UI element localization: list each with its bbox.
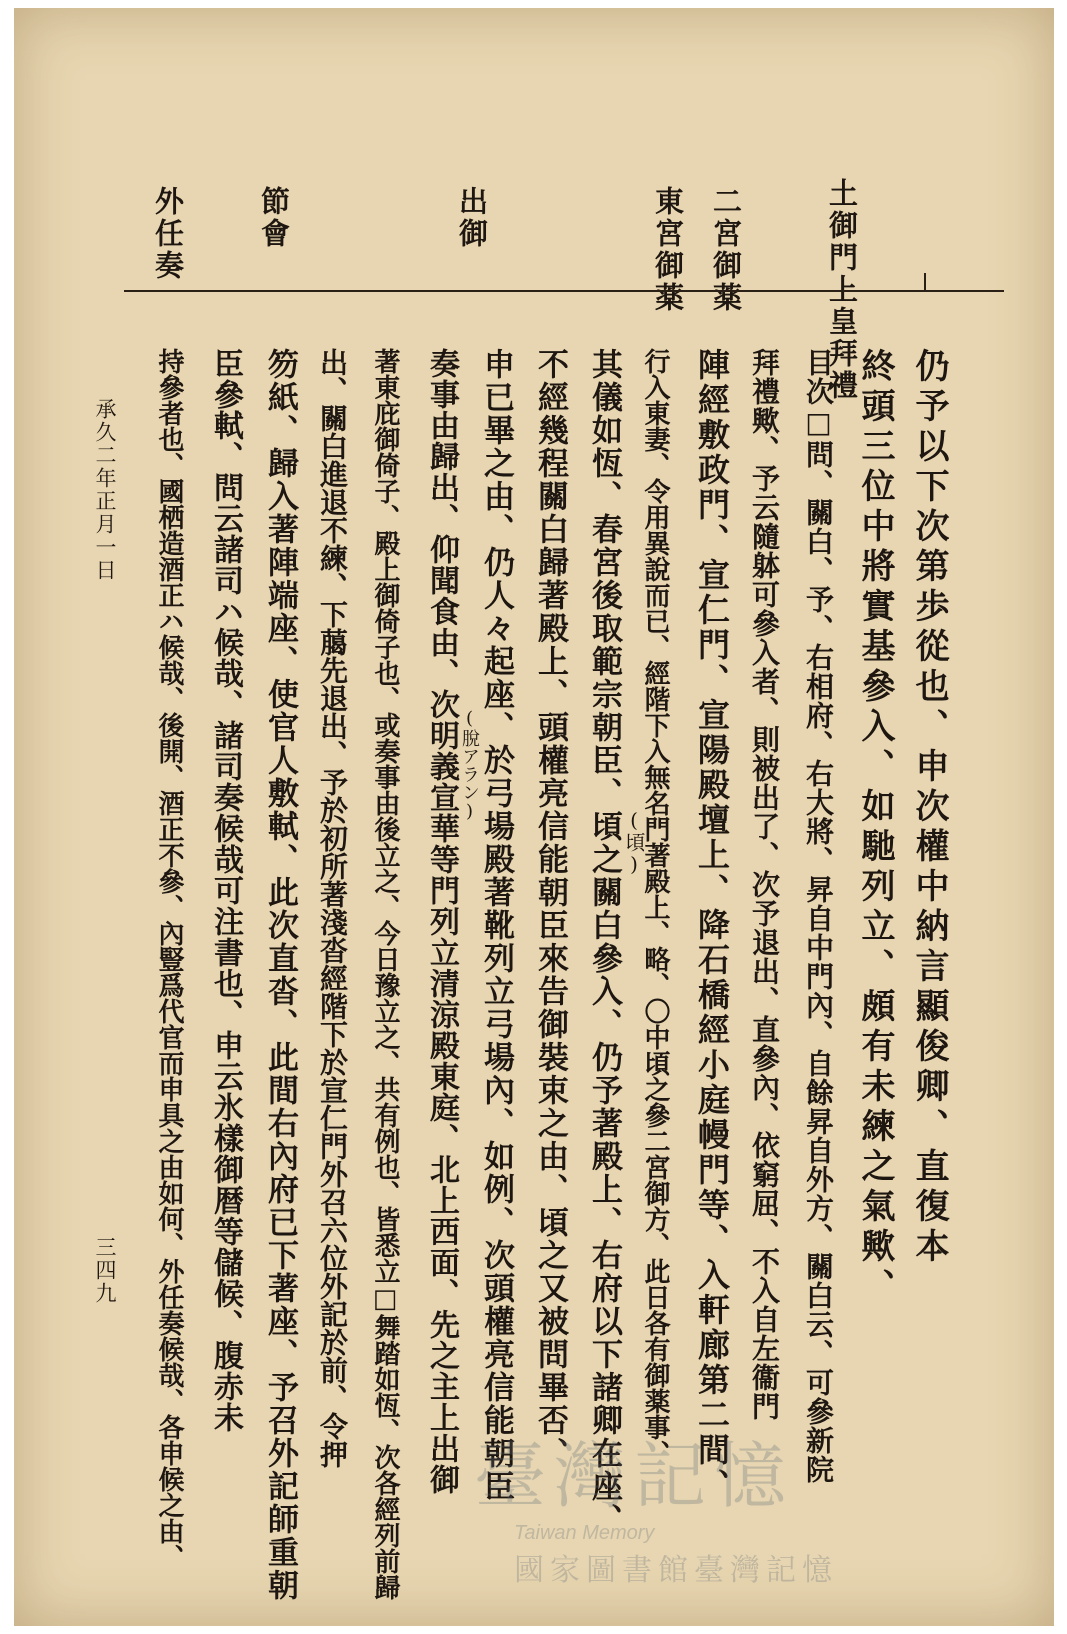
watermark-main: 臺灣記憶 <box>474 1434 795 1518</box>
header-rule-tick <box>924 273 942 291</box>
footer-date: 承久二年正月一日 <box>93 398 117 582</box>
body-column-11: 著東庇御倚子、殿上御倚子也、或奏事由後立之、今日豫立之、共有例也、皆悉立□舞踏如恆、次各經列前歸 <box>370 348 400 1600</box>
footer-page-number: 三四九 <box>93 1236 117 1305</box>
watermark-sub: 國家圖書館臺灣記憶 <box>514 1553 838 1588</box>
body-column-14: 臣參軾、問云諸司ハ候哉、諸司奏候哉可注書也、申云氷樣御暦等儲候、腹赤未 <box>208 348 243 1433</box>
body-column-1: 仍予以下次第歩從也、申次權中納言顯俊卿、直復本 <box>909 348 949 1268</box>
body-column-15: 持參者也、國栖造酒正ハ候哉、後開、酒正不參、內豎爲代官而申具之由如何、外任奏候哉、各申候之由、 <box>154 348 184 1570</box>
book-page <box>14 8 1054 1626</box>
header-note-shutsugyo: 出御 <box>455 186 489 250</box>
body-column-7: 其儀如恆、春宮後取範宗朝臣、頃之關白參入、仍予著殿上、右府以下諸卿在座、 <box>586 348 622 1536</box>
body-column-12: 出、關白進退不練、下﨟先退出、予於初所著淺沓經階下於宣仁門外召六位外記於前、令押 <box>316 348 349 1468</box>
interlinear-note-kiki: (頃) <box>622 808 646 876</box>
body-column-3: 目次□問、關白、予、右相府、右大將、昇自中門內、自餘昇自外方、關白云、可參新院 <box>802 348 835 1484</box>
watermark <box>454 1418 1014 1588</box>
body-column-10: 奏事由歸出、仰聞食由、次明義宣華等門列立清涼殿東庭、北上西面、先之主上出御 <box>424 348 459 1495</box>
header-note-jotomon: 土御門上皇拜禮 <box>825 178 859 402</box>
body-column-13: 笏紙、歸入著陣端座、使官人敷軾、此次直沓、此間右內府已下著座、予召外記師重朝 <box>262 348 298 1602</box>
body-column-5: 陣經敷政門、宣仁門、宣陽殿壇上、降石橋經小庭幔門等、入軒廊第二間、 <box>693 348 731 1503</box>
header-rule <box>124 290 1004 292</box>
body-column-2: 終頭三位中將實基參入、如馳列立、頗有未練之氣歟、 <box>855 348 895 1308</box>
header-note-geninso: 外任奏 <box>151 186 185 282</box>
header-note-ninomiya: 二宮御薬 <box>709 186 743 314</box>
body-column-9: 申已畢之由、仍人々起座、於弓場殿著靴列立弓場內、如例、次頭權亮信能朝臣 <box>478 348 514 1503</box>
watermark-latin: Taiwan Memory <box>514 1522 655 1544</box>
body-column-8: 不經幾程關白歸著殿上、頭權亮信能朝臣來告御裝束之由、頃之又被問畢否、 <box>532 348 568 1470</box>
body-column-6: 行入東妻、令用異說而已、經階下入無名門著殿上、略、〇中頃之參二宮御方、此日各有御薬事、 <box>640 348 670 1466</box>
body-column-4: 拜禮歟、予云隨躰可參入者、則被出了、次予退出、直參內、依窮屈、不入自左衞門 <box>748 348 781 1421</box>
header-note-sechie: 節會 <box>257 186 291 250</box>
interlinear-note-datsu: (脫アラン) <box>459 708 480 822</box>
header-note-togu: 東宮御薬 <box>651 186 685 314</box>
